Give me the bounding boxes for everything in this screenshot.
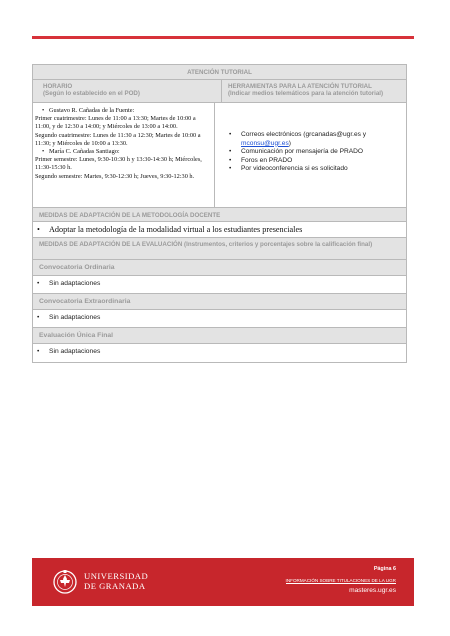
tool-item: • Por videoconferencia si es solicitado — [227, 165, 402, 174]
methodology-item-text: Adoptar la metodología de la modalidad virtual a los estudiantes presenciales — [49, 225, 303, 234]
footer-banner — [32, 558, 414, 606]
ordinary-call-item — [33, 276, 406, 294]
university-crest-icon — [52, 567, 78, 597]
ordinary-call-title-text: Convocatoria Ordinaria — [39, 264, 115, 271]
schedule-line: Segundo semestre: Martes, 9:30-12:30 h; Jueves, 9:30-12:30 h. — [35, 172, 195, 180]
methodology-title: MEDIDAS DE ADAPTACIÓN DE LA METODOLOGÍA DOCENTE — [39, 212, 221, 219]
page-number: Página 6 — [373, 566, 396, 572]
schedule-header — [33, 80, 222, 102]
university-name-line2: DE GRANADA — [84, 581, 146, 591]
extraordinary-call-item-text: Sin adaptaciones — [49, 314, 101, 321]
single-final-evaluation-item — [33, 344, 406, 362]
tool-item: • Comunicación por mensajería de PRADO — [227, 148, 402, 157]
schedule-content — [33, 103, 215, 207]
tutorial-title-text: ATENCIÓN TUTORIAL — [187, 69, 252, 76]
single-final-evaluation-title-text: Evaluación Única Final — [39, 332, 114, 339]
email-suffix: ) — [288, 139, 291, 147]
university-name-line1: UNIVERSIDAD — [84, 571, 149, 582]
extraordinary-call-item — [33, 310, 406, 328]
ordinary-call-item-text: Sin adaptaciones — [49, 280, 101, 287]
tools-header-title: HERRAMIENTAS PARA LA ATENCIÓN TUTORIAL — [228, 83, 372, 90]
schedule-line: Primer cuatrimestre: Lunes de 11:00 a 13:30; Martes de 10:00 a 11:00, y de 12:30 a 14:00; y Miércoles de 13:00 a 14:00. — [35, 115, 196, 131]
single-final-evaluation-item-text: Sin adaptaciones — [49, 348, 101, 355]
methodology-item — [33, 222, 406, 238]
schedule-teacher-1: • Gustavo R. Cañadas de la Fuente: — [35, 107, 210, 115]
schedule-teacher-2: • María C. Cañadas Santiago: — [35, 148, 210, 156]
tool-email-text: Correos electrónicos (grcanadas@ugr.es y — [241, 131, 367, 138]
tools-content — [215, 103, 406, 207]
tutorial-section-title — [33, 65, 406, 80]
methodology-header — [33, 208, 406, 222]
evaluation-header — [33, 238, 406, 260]
schedule-header-title: HORARIO — [43, 83, 73, 90]
tutorial-header-row — [33, 80, 406, 103]
extraordinary-call-title — [33, 294, 406, 310]
info-line: INFORMACIÓN SOBRE TITULACIONES DE LA UGR — [285, 578, 396, 583]
single-final-evaluation-title — [33, 328, 406, 344]
schedule-header-subtitle: (Según lo establecido en el POD) — [43, 90, 140, 97]
tools-header — [222, 80, 406, 102]
tools-header-subtitle: (Indicar medios telemáticos para la atención tutorial) — [228, 90, 384, 97]
email-link[interactable]: mconsu@ugr.es — [241, 139, 289, 147]
schedule-line: Segundo cuatrimestre: Lunes de 11:30 a 12:30; Martes de 10:00 a 11:30; y Miércoles de 10:00 a 13:30. — [35, 131, 201, 147]
ordinary-call-title — [33, 260, 406, 276]
university-name — [84, 572, 148, 591]
top-red-rule — [32, 36, 414, 39]
tutorial-content-row — [33, 103, 406, 208]
masters-site-link[interactable]: masteres.ugr.es — [349, 587, 396, 594]
university-logo — [52, 567, 148, 597]
tutorial-document-table — [32, 64, 407, 363]
tool-email — [227, 131, 402, 148]
extraordinary-call-title-text: Convocatoria Extraordinaria — [39, 298, 131, 305]
schedule-line: Primer semestre: Lunes, 9:30-10:30 h y 13:30-14:30 h; Miércoles, 11:30-15:30 h. — [35, 156, 202, 172]
evaluation-title: MEDIDAS DE ADAPTACIÓN DE LA EVALUACIÓN (Instrumentos, criterios y porcentajes sobre la calificación final) — [39, 241, 373, 248]
tools-list — [227, 131, 402, 174]
tool-item: • Foros en PRADO — [227, 157, 402, 166]
